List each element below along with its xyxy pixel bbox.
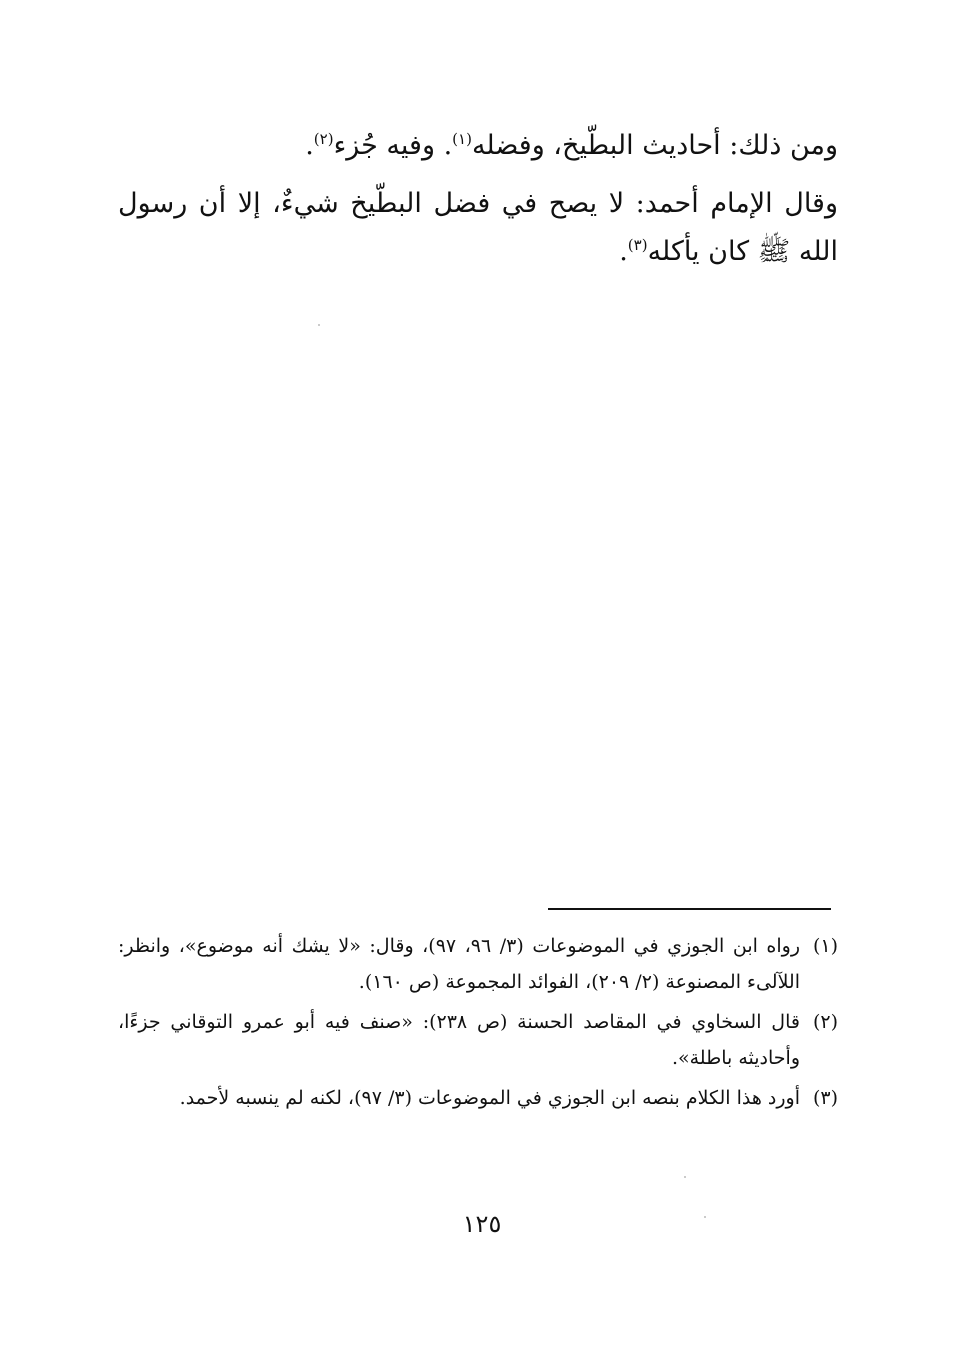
- footnote-number: (٢): [812, 1011, 838, 1033]
- paragraph-1-text-b: . وفيه جُزء: [333, 130, 453, 161]
- paragraph-2-text-b: .: [619, 236, 628, 267]
- footnotes: [118, 928, 838, 1120]
- page-number: ١٢٥: [462, 1210, 502, 1238]
- paragraph-1: [118, 120, 838, 172]
- footnote-1: [118, 928, 838, 1000]
- footnote-text: رواه ابن الجوزي في الموضوعات (٣/ ٩٦، ٩٧)، وقال: «لا يشك أنه موضوع»، وانظر: اللآلىء المصنوعة (٢/ ٢٠٩)، الفوائد المجموعة (ص ١٦٠).: [118, 935, 801, 993]
- paragraph-2-text-a: وقال الإمام أحمد: لا يصح في فضل البطّيخ شيءٌ، إلا أن رسول الله ﷺ كان يأكله: [118, 188, 838, 267]
- footnote-divider: [548, 908, 831, 910]
- paragraph-1-text-a: ومن ذلك: أحاديث البطّيخ، وفضله: [471, 130, 838, 161]
- footnote-3: [118, 1080, 838, 1116]
- scan-speck: [684, 1176, 686, 1178]
- scan-speck: [318, 324, 320, 326]
- footnote-2: [118, 1004, 838, 1076]
- footnote-text: قال السخاوي في المقاصد الحسنة (ص ٢٣٨): «صنف فيه أبو عمرو التوقاني جزءًا، وأحاديثه باطلة».: [118, 1011, 800, 1069]
- paragraph-1-text-c: .: [305, 130, 314, 161]
- footnote-ref-2[interactable]: (٢): [313, 130, 334, 148]
- footnote-ref-1[interactable]: (١): [452, 130, 472, 148]
- footnote-text: أورد هذا الكلام بنصه ابن الجوزي في الموضوعات (٣/ ٩٧)، لكنه لم ينسبه لأحمد.: [179, 1087, 800, 1109]
- scan-speck: [704, 1216, 706, 1218]
- footnote-number: (٣): [812, 1087, 838, 1109]
- paragraph-2: [118, 180, 838, 276]
- footnote-ref-3[interactable]: (٣): [627, 236, 648, 254]
- footnote-number: (١): [812, 935, 838, 957]
- main-text: [118, 120, 838, 276]
